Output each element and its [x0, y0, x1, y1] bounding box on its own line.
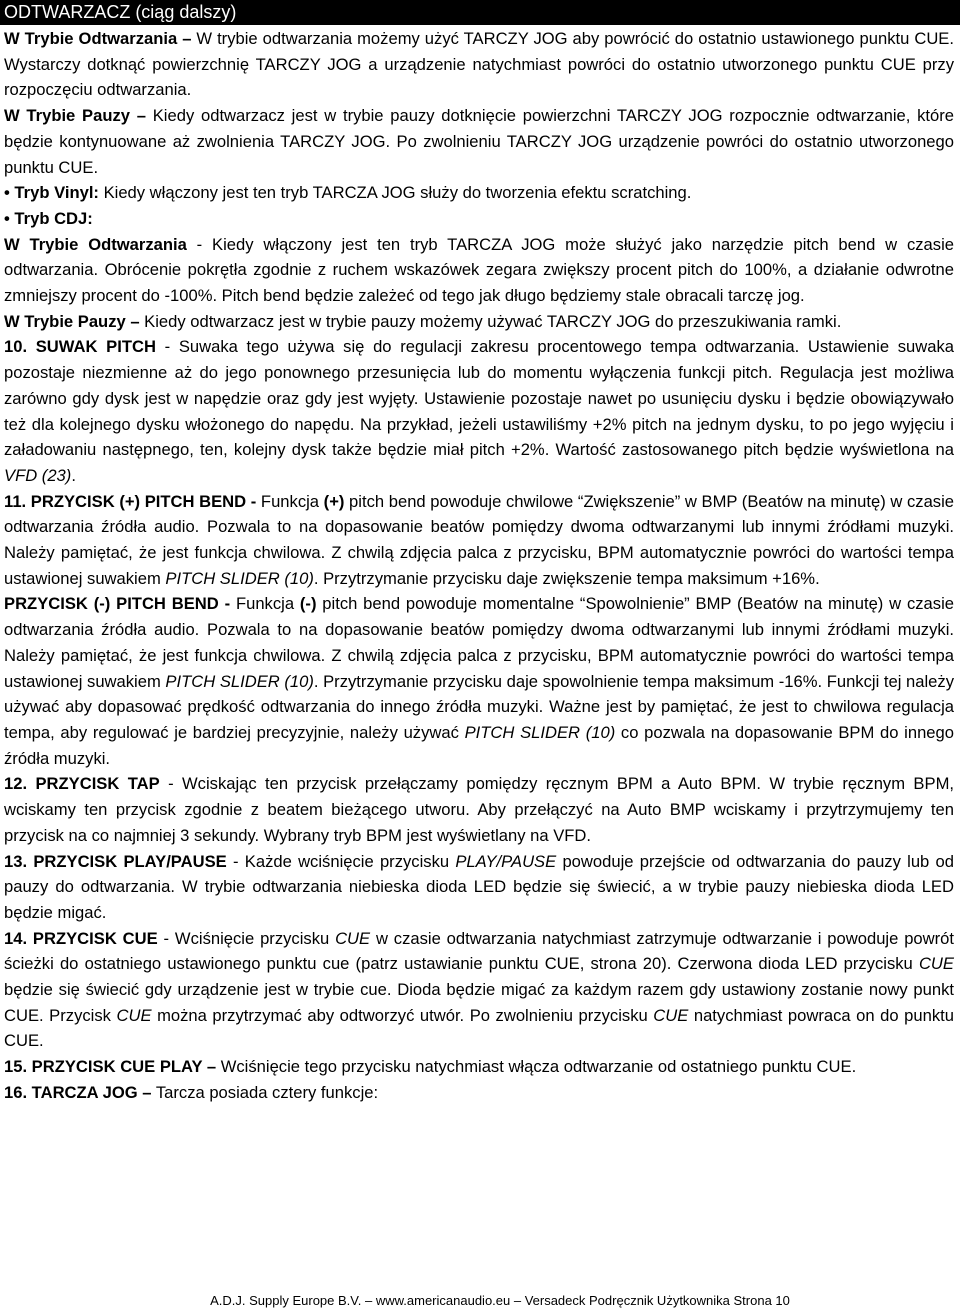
section-header	[0, 0, 960, 25]
paragraph-pause-mode: W Trybie Pauzy – Kiedy odtwarzacz jest w trybie pauzy dotknięcie powierzchni TARCZY JOG rozpocznie odtwarzanie, które będzie kontynuowane aż zwolnienia TARCZY JOG. Po zwolnieniu TARCZY JOG urządzenie powróci do ostatnio utworzonego punktu CUE.	[4, 106, 955, 177]
paragraph-pitch-bend-plus: 11. PRZYCISK (+) PITCH BEND - Funkcja (+) pitch bend powoduje chwilowe “Zwiększenie” w BMP (Beatów na minutę) w czasie odtwarzania źródła audio. Pozwala to na dopasowanie beatów pomiędzy dwoma odtwarzanymi lub innymi źródłami muzyki. Należy pamiętać, że jest funkcja chwilowa. Z chwilą zdjęcia palca z przycisku, BPM automatycznie powróci do wartości tempa ustawionej suwakiem PITCH SLIDER (10). Przytrzymanie przycisku daje zwiększenie tempa maksimum +16%.	[4, 491, 955, 588]
paragraph-play-pause-button: 13. PRZYCISK PLAY/PAUSE - Każde wciśnięcie przycisku PLAY/PAUSE powoduje przejście od odtwarzania do pauzy lub od pauzy do odtwarzania. W trybie odtwarzania niebieska dioda LED będzie się świecić, a w trybie pauzy niebieska dioda LED będzie migać.	[4, 851, 954, 922]
paragraph-cdj-mode: • Tryb CDJ:	[4, 208, 93, 228]
paragraph-cdj-pause: W Trybie Pauzy – Kiedy odtwarzacz jest w trybie pauzy możemy używać TARCZY JOG do przeszukiwania ramki.	[4, 311, 842, 331]
paragraph-playback-mode: W Trybie Odtwarzania – W trybie odtwarzania możemy użyć TARCZY JOG aby powrócić do ostatnio ustawionego punktu CUE. Wystarczy dotknąć powierzchnię TARCZY JOG a urządzenie natychmiast powróci do ostatnio utworzonego punktu CUE przy rozpoczęciu odtwarzania.	[4, 29, 954, 100]
paragraph-cue-button: 14. PRZYCISK CUE - Wciśnięcie przycisku CUE w czasie odtwarzania natychmiast zatrzymuje odtwarzanie i powoduje powrót ścieżki do ostatniego ustawionego punktu cue (patrz ustawianie punktu CUE, strona 20). Czerwona dioda LED przycisku CUE będzie się świecić gdy urządzenie jest w trybie cue. Dioda będzie migać za każdym razem gdy ustawiony zostanie nowy punkt CUE. Przycisk CUE można przytrzymać aby odtworzyć utwór. Po zwolnieniu przycisku CUE natychmiast powraca on do punktu CUE.	[4, 928, 954, 1051]
paragraph-tap-button: 12. PRZYCISK TAP - Wciskając ten przycisk przełączamy pomiędzy ręcznym BPM a Auto BPM. W trybie ręcznym BPM, wciskamy ten przycisk zgodnie z beatem bieżącego utworu. Aby przełączyć na Auto BMP wciskamy i przytrzymujemy ten przycisk na co najmniej 3 sekundy. Wybrany tryb BPM jest wyświetlany na VFD.	[4, 774, 954, 845]
paragraph-pitch-slider: 10. SUWAK PITCH - Suwaka tego używa się do regulacji zakresu procentowego tempa odtwarzania. Ustawienie suwaka pozostaje niezmienne aż do jego ponownego przesunięcia lub do momentu wyłączenia funkcji pitch. Regulacja jest możliwa zarówno gdy dysk jest w napędzie oraz gdy jest wyjęty. Ustawienie pozostaje nawet po usunięciu dysku i będzie obowiązywało też dla kolejnego dysku włożonego do napędu. Na przykład, jeżeli ustawiliśmy +2% pitch na jednym dysku, to po jego wyjęciu i załadowaniu następnego, ten, kolejny dysk także będzie miał pitch +2%. Wartość zastosowanego pitch będzie wyświetlona na VFD (23).	[4, 337, 954, 485]
section-title: ODTWARZACZ (ciąg dalszy)	[4, 2, 237, 22]
paragraph-pitch-bend-minus: PRZYCISK (-) PITCH BEND - Funkcja (-) pitch bend powoduje momentalne “Spowolnienie” BMP (Beatów na minutę) w czasie odtwarzania źródła audio. Pozwala to na dopasowanie beatów pomiędzy dwoma odtwarzanymi lub innymi źródłami muzyki. Należy pamiętać, że jest funkcja chwilowa. Z chwilą zdjęcia palca z przycisku, BPM automatycznie powróci do wartości tempa ustawionej suwakiem PITCH SLIDER (10). Przytrzymanie przycisku daje spowolnienie tempa maksimum -16%. Funkcji tej należy używać aby dopasować prędkość odtwarzania do innego źródła muzyki. Ważne jest by pamiętać, że jest to chwilowa regulacja tempa, aby regulować je bardziej precyzyjnie, należy używać PITCH SLIDER (10) co pozwala na dopasowanie BPM do innego źródła muzyki.	[4, 594, 955, 768]
document-body	[4, 26, 954, 1106]
paragraph-cdj-playback: W Trybie Odtwarzania - Kiedy włączony jest ten tryb TARCZA JOG może służyć jako narzędzie pitch bend w czasie odtwarzania. Obrócenie pokrętła zgodnie z ruchem wskazówek zegara zwiększy procent pitch do 100%, a działanie odwrotne zmniejszy procent do -100%. Pitch bend będzie zależeć od tego jak długo będziemy stale obracali tarczę jog.	[4, 234, 954, 306]
page-footer: A.D.J. Supply Europe B.V. – www.americanaudio.eu – Versadeck Podręcznik Użytkownika Strona 10	[210, 1293, 790, 1308]
paragraph-cue-play-button: 15. PRZYCISK CUE PLAY – Wciśnięcie tego przycisku natychmiast włącza odtwarzanie od ostatniego punktu CUE.	[4, 1057, 857, 1077]
paragraph-jog-wheel: 16. TARCZA JOG – Tarcza posiada cztery funkcje:	[4, 1082, 379, 1102]
paragraph-vinyl-mode: • Tryb Vinyl: Kiedy włączony jest ten tryb TARCZA JOG służy do tworzenia efektu scratching.	[4, 183, 692, 203]
